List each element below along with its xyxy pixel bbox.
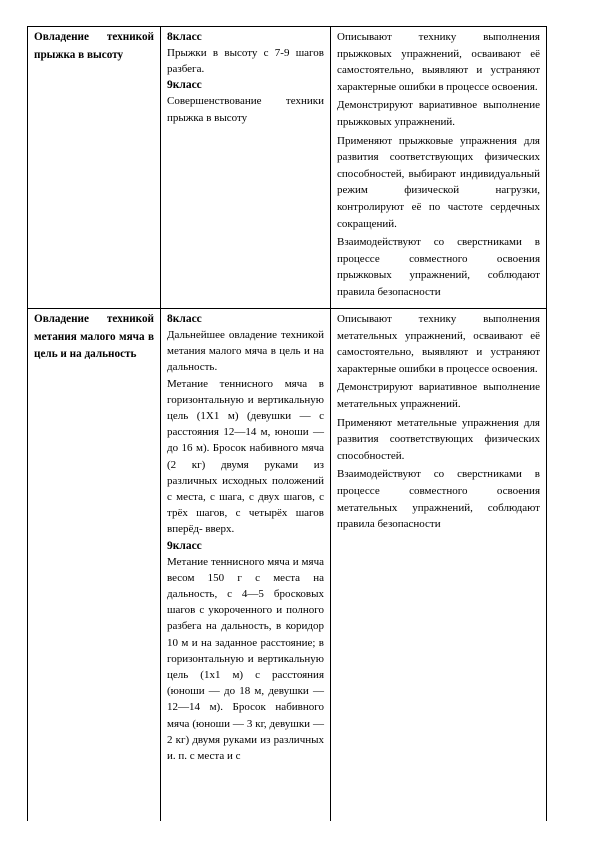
topic-title: Овладение техникой прыжка в высоту	[34, 31, 154, 61]
activity-text: Демонстрируют вариативное выполнение метательных упражнений.	[337, 381, 540, 410]
activities-cell	[331, 309, 547, 822]
table-row	[28, 309, 547, 822]
content-cell	[161, 27, 331, 309]
activity-text: Применяют метательные упражнения для развития соответствующих физических способностей.	[337, 416, 540, 462]
grade-heading: 9класс	[167, 539, 202, 552]
content-text: Метание теннисного мяча и мяча весом 150 г с места на дальность, с 4—5 бросковых шагов с укороченного и полного разбега на дальность, в коридор 10 м и на заданное расстояние; в горизонтальную и вертикальную цель (1x1 м) с расстояния (юноши — до 18 м, девушки — 12—14 м). Бросок набивного мяча (юноши — 3 кг, девушки — 2 кг) двумя руками из различных и. п. с места и с	[167, 555, 324, 763]
grade-heading: 8класс	[167, 31, 202, 43]
activity-text: Взаимодействуют со сверстниками в процессе совместного освоения прыжковых упражнений, соблюдают правила безопасности	[337, 236, 540, 298]
activity-text: Взаимодействуют со сверстниками в процессе совместного освоения метательных упражнений, соблюдают правила безопасности	[337, 468, 540, 531]
content-text: Совершенствование техники прыжка в высоту	[167, 95, 324, 124]
grade-heading: 8класс	[167, 313, 202, 325]
content-text: Метание теннисного мяча в горизонтальную и вертикальную цель (1X1 м) (девушки — с расстояния 12—14 м, юноши — до 16 м). Бросок набивного мяча (2 кг) двумя руками из различных исходных положений с места, с шага, с двух шагов, с трёх шагов, с четырёх шагов вперёд- вверх.	[167, 377, 324, 536]
topic-title: Овладение техникой метания малого мяча в цель и на дальность	[34, 313, 154, 360]
activity-text: Применяют прыжковые упражнения для развития соответствующих физических способностей, выбирают индивидуальный режим физической нагрузки, контролируют её по частоте сердечных сокращений.	[337, 134, 540, 230]
content-cell	[161, 309, 331, 822]
topic-cell	[28, 27, 161, 309]
table-row	[28, 27, 547, 309]
curriculum-table	[27, 26, 547, 821]
content-text: Прыжки в высоту с 7-9 шагов разбега.	[167, 47, 324, 76]
activities-cell	[331, 27, 547, 309]
content-text: Дальнейшее овладение техникой метания малого мяча в цель и на дальность.	[167, 329, 324, 374]
activity-text: Демонстрируют вариативное выполнение прыжковых упражнений.	[337, 99, 540, 128]
topic-cell	[28, 309, 161, 822]
activity-text: Описывают технику выполнения прыжковых упражнений, осваивают её самостоятельно, выявляют и устраняют характерные ошибки в процессе освоения.	[337, 31, 540, 93]
activity-text: Описывают технику выполнения метательных упражнений, осваивают её самостоятельно, выявляют и устраняют характерные ошибки в процессе освоения.	[337, 313, 540, 375]
grade-heading: 9класс	[167, 79, 202, 92]
